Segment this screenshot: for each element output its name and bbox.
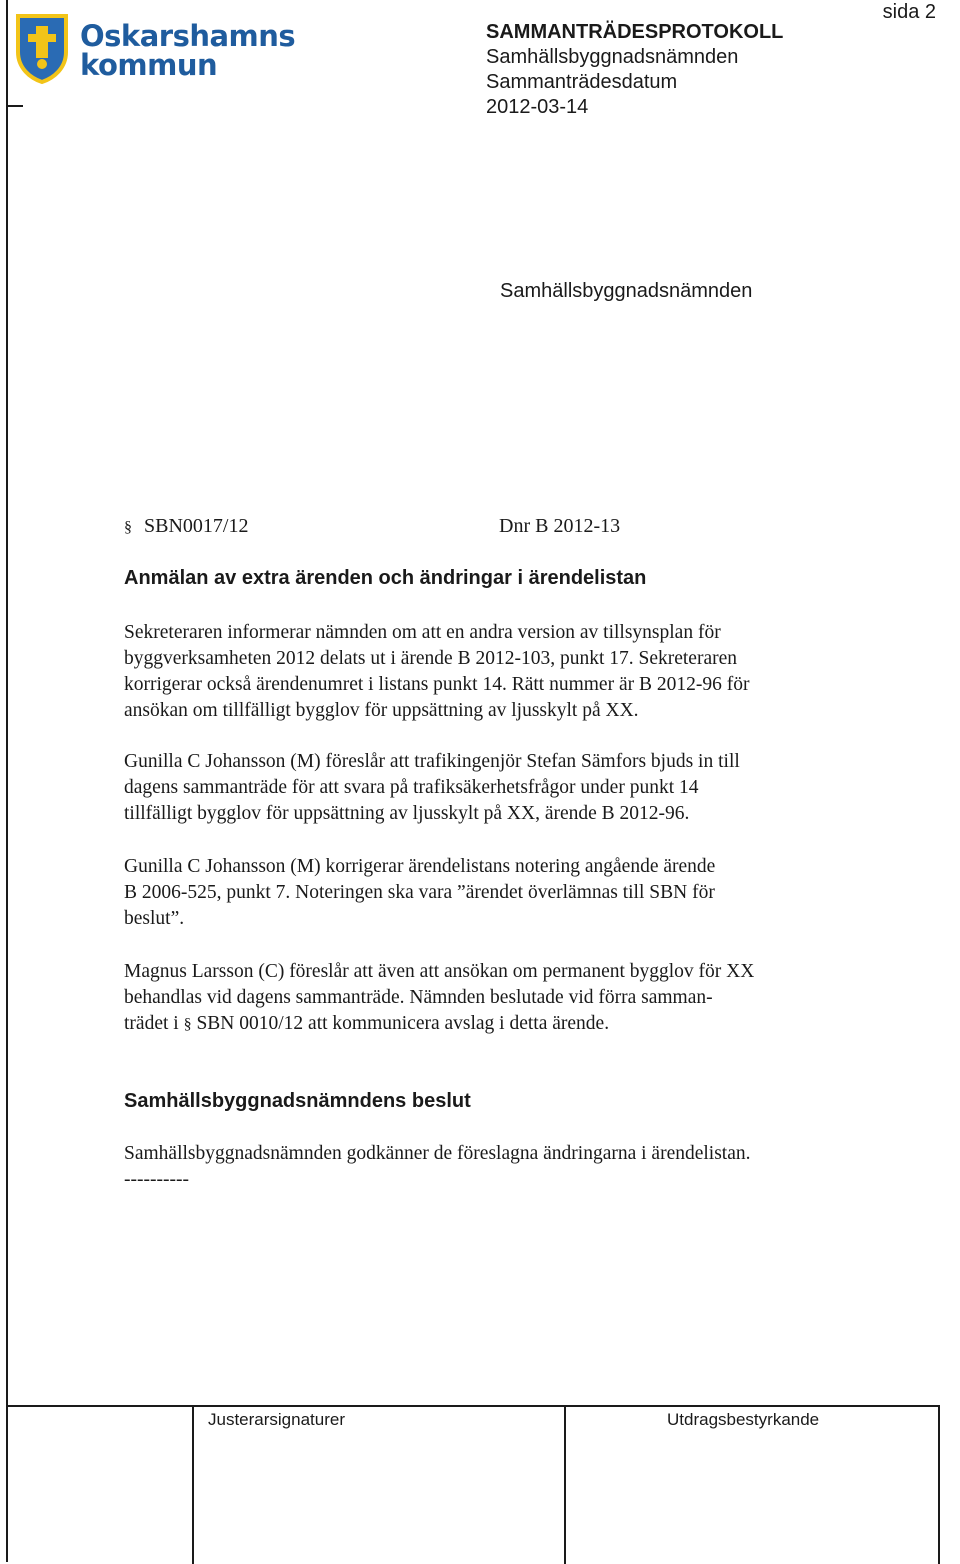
municipality-logo [14, 12, 296, 92]
section-sign: § [183, 1016, 192, 1033]
decision-heading: Samhällsbyggnadsnämndens beslut [124, 1090, 471, 1112]
paragraph-correction-johansson [124, 854, 884, 932]
end-dashes: ---------- [124, 1169, 189, 1190]
text-line: byggverksamheten 2012 delats ut i ärende B 2012-103, punkt 17. Sekreteraren [124, 648, 738, 669]
protocol-title: SAMMANTRÄDESPROTOKOLL [486, 21, 784, 43]
page-corner-tick [8, 105, 23, 107]
text-line: Gunilla C Johansson (M) korrigerar ärendelistans notering angående ärende [124, 856, 716, 877]
text-fragment: trädet i [124, 1013, 179, 1034]
table-divider [564, 1407, 566, 1564]
text-line: tillfälligt bygglov för uppsättning av ljusskylt på XX, ärende B 2012-96. [124, 803, 690, 824]
dnr-number: Dnr B 2012-13 [499, 515, 621, 537]
text-line: korrigerar också ärendenumret i listans punkt 14. Rätt nummer är B 2012-96 för [124, 674, 750, 695]
text-line: Sekreteraren informerar nämnden om att en andra version av tillsynsplan för [124, 622, 721, 643]
text-line: beslut”. [124, 908, 185, 929]
text-fragment: SBN 0010/12 att kommunicera avslag i detta ärende. [196, 1013, 610, 1034]
page-number: sida 2 [882, 1, 936, 23]
header-date-label: Sammanträdesdatum [486, 71, 678, 93]
text-line: Gunilla C Johansson (M) föreslår att trafikingenjör Stefan Sämfors bjuds in till [124, 751, 740, 772]
text-line: behandlas vid dagens sammanträde. Nämnden beslutade vid förra samman- [124, 987, 713, 1008]
paragraph-secretary-info [124, 620, 884, 724]
committee-name: Samhällsbyggnadsnämnden [500, 280, 753, 302]
text-line: Magnus Larsson (C) föreslår att även att ansökan om permanent bygglov för XX [124, 961, 755, 982]
signature-table [8, 1405, 940, 1564]
section-heading: Anmälan av extra ärenden och ändringar i ärendelistan [124, 567, 647, 589]
header-date: 2012-03-14 [486, 96, 589, 118]
crest-icon [14, 12, 70, 84]
table-divider [938, 1407, 940, 1564]
signature-label-utdrag: Utdragsbestyrkande [667, 1410, 820, 1429]
paragraph-proposal-larsson [124, 959, 884, 1038]
signature-label-justerare: Justerarsignaturer [208, 1410, 346, 1429]
case-id: SBN0017/12 [144, 515, 249, 537]
text-line [124, 1011, 884, 1038]
protocol-header [486, 20, 783, 120]
text-line: Samhällsbyggnadsnämnden godkänner de föreslagna ändringarna i ärendelistan. [124, 1143, 751, 1164]
logo-text-line1: Oskarshamns [80, 19, 296, 53]
page-margin-line [6, 0, 8, 1562]
decision-text [124, 1141, 884, 1167]
section-sign: § [124, 519, 132, 536]
header-committee: Samhällsbyggnadsnämnden [486, 46, 739, 68]
text-line: ansökan om tillfälligt bygglov för uppsättning av ljusskylt på XX. [124, 700, 639, 721]
text-line: B 2006-525, punkt 7. Noteringen ska vara ”ärendet överlämnas till SBN för [124, 882, 715, 903]
case-line [124, 514, 621, 540]
table-divider [192, 1407, 194, 1564]
text-line: dagens sammanträde för att svara på trafiksäkerhetsfrågor under punkt 14 [124, 777, 699, 798]
paragraph-proposal-johansson [124, 749, 884, 827]
logo-text-line2: kommun [80, 48, 218, 82]
